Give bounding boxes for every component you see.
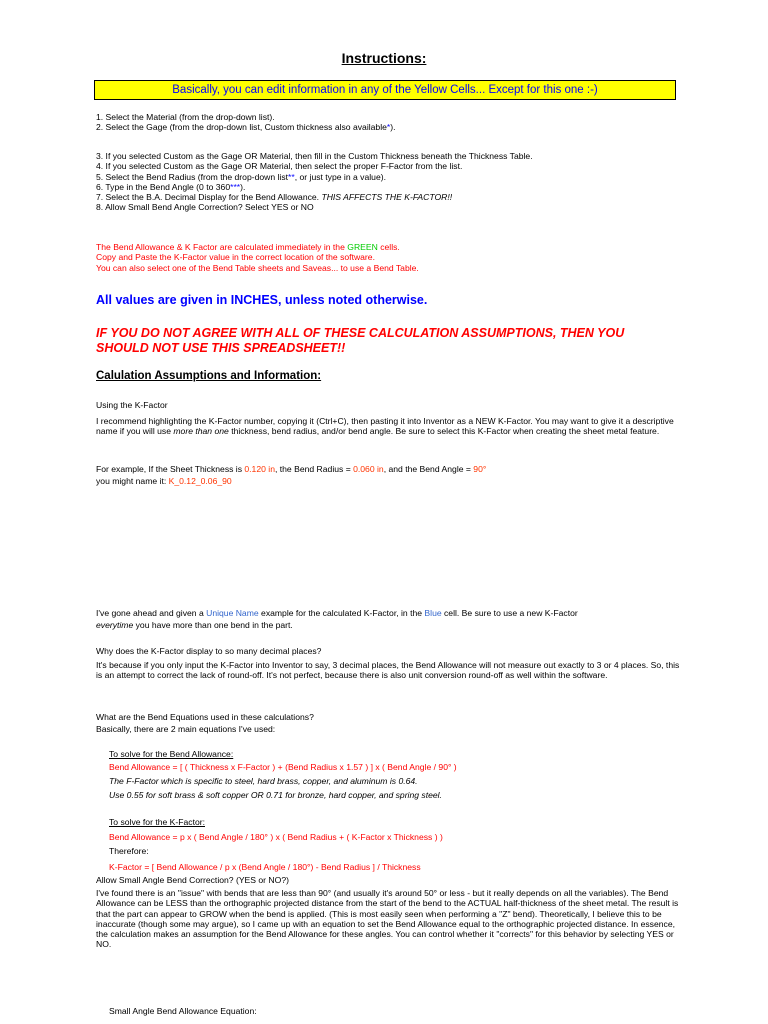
text-run: cells. — [377, 242, 400, 252]
text-run: everytime — [96, 620, 134, 630]
small-angle-equation-title: Small Angle Bend Allowance Equation: — [109, 1006, 257, 1016]
unique-name-line-1 — [96, 608, 578, 618]
text-line — [96, 182, 533, 192]
text-run: 2. Select the Gage (from the drop-down list, Custom thickness also available — [96, 122, 387, 133]
text-run: 5. Select the Bend Radius (from the drop-down list — [96, 171, 289, 182]
text-run: ). — [390, 122, 396, 133]
text-line — [96, 112, 396, 122]
text-run: , or just type in a value). — [294, 171, 386, 182]
equations-question: What are the Bend Equations used in these calculations? — [96, 712, 314, 722]
equations-answer: Basically, there are 2 main equations I've used: — [96, 724, 276, 734]
why-question: Why does the K-Factor display to so many decimal places? — [96, 646, 322, 656]
text-run: 0.060 in — [353, 464, 384, 474]
text-run: , the Bend Radius = — [274, 464, 354, 474]
text-run: ** — [288, 171, 295, 182]
text-run: *** — [230, 181, 241, 192]
solve-k-title: To solve for the K-Factor: — [109, 817, 205, 827]
small-angle-answer: I've found there is an "issue" with bends that are less than 90° (and usually it's around 50° or less - but it really depends on all the variables). The Bend Allowance can be LESS than the orthographic projected distance from the start of the bend to the ACTUAL half-thickness of the sheet metal. The result is that the part can appear to GROW when the bend is applied. (This is most easily seen when performing a "Z" bend). Theoretically, I believe this to be inaccurate (though some may argue), so I came up with an equation to set the Bend Allowance equal to the orthographic projected distance. In essence, the calculation makes an assumption for the Bend Allowance for these angles. You can control whether it "corrects" for this behavior by selecting YES or NO. — [96, 888, 679, 950]
text-line — [96, 161, 533, 171]
unique-name-line-2 — [96, 620, 293, 630]
text-run: 90° — [473, 464, 487, 474]
why-answer: It's because if you only input the K-Factor into Inventor to say, 3 decimal places, the Bend Allowance will not measure out exactly to 3 or 4 places. So, this is an attempt to correct the lack of round-off. It's not perfect, because there is also unit conversion round-off as well within the software. — [96, 660, 680, 681]
inches-note: All values are given in INCHES, unless noted otherwise. — [96, 293, 428, 307]
steps-group-2 — [96, 151, 533, 213]
text-run: ). — [240, 181, 246, 192]
text-line — [96, 263, 419, 273]
solve-ba-equation: Bend Allowance = [ ( Thickness x F-Factor ) + (Bend Radius x 1.57 ) ] x ( Bend Angle / 90° ) — [109, 762, 457, 772]
page-title: Instructions: — [341, 50, 427, 66]
text-run: 8. Allow Small Bend Angle Correction? Select YES or NO — [96, 202, 314, 213]
text-line — [96, 242, 419, 252]
text-run: you might name it: — [96, 476, 169, 486]
small-angle-question: Allow Small Angle Bend Correction? (YES or NO?) — [96, 875, 289, 885]
text-line — [96, 172, 533, 182]
text-run: cell. Be sure to use a new K-Factor — [441, 608, 578, 618]
text-run: 7. Select the B.A. Decimal Display for the Bend Allowance. — [96, 192, 322, 203]
warning-note: IF YOU DO NOT AGREE WITH ALL OF THESE CALCULATION ASSUMPTIONS, THEN YOU SHOULD NOT USE THIS SPREADSHEET!! — [96, 326, 625, 355]
recommend-paragraph — [96, 416, 684, 437]
text-run: 4. If you selected Custom as the Gage OR Material, then select the proper F-Factor from the list. — [96, 161, 463, 172]
text-run: Blue — [424, 608, 442, 618]
ffactor-note-1: The F-Factor which is specific to steel, hard brass, copper, and aluminum is 0.64. — [109, 776, 418, 786]
text-line — [96, 151, 533, 161]
text-line — [96, 252, 419, 262]
example-line-1 — [96, 464, 486, 474]
using-kfactor-heading: Using the K-Factor — [96, 400, 168, 410]
text-run: example for the calculated K-Factor, in the — [258, 608, 425, 618]
solve-k-equation: Bend Allowance = p x ( Bend Angle / 180° ) x ( Bend Radius + ( K-Factor x Thickness ) ) — [109, 832, 443, 842]
text-run: 0.120 in — [244, 464, 275, 474]
text-run: 3. If you selected Custom as the Gage OR Material, then fill in the Custom Thickness beneath the Thickness Table. — [96, 151, 533, 161]
text-run: * — [386, 122, 391, 133]
solve-ba-title: To solve for the Bend Allowance: — [109, 749, 234, 759]
text-run: 1. Select the Material (from the drop-down list). — [96, 112, 275, 122]
text-run: Copy and Paste the K-Factor value in the correct location of the software. — [96, 252, 375, 263]
kfactor-equation: K-Factor = [ Bend Allowance / p x (Bend Angle / 180°) - Bend Radius ] / Thickness — [109, 862, 421, 872]
text-run: I recommend highlighting the K-Factor number, copying it (Ctrl+C), then pasting it into Inventor as a NEW K-Factor. You may want to give it a descriptive name if you will use — [96, 416, 674, 437]
calc-notes — [96, 242, 419, 273]
ffactor-note-2: Use 0.55 for soft brass & soft copper OR 0.71 for bronze, hard copper, and spring steel. — [109, 790, 442, 800]
text-line — [96, 192, 533, 202]
text-run: THIS AFFECTS THE K-FACTOR!! — [321, 192, 453, 203]
therefore-label: Therefore: — [109, 846, 149, 856]
text-run: more than one — [173, 426, 229, 437]
example-line-2 — [96, 476, 232, 486]
steps-group-1 — [96, 112, 396, 133]
text-run: Unique Name — [206, 608, 259, 618]
text-run: K_0.12_0.06_90 — [168, 476, 232, 486]
text-line — [96, 202, 533, 212]
text-run: , and the Bend Angle = — [383, 464, 474, 474]
text-run: I've gone ahead and given a — [96, 608, 207, 618]
text-run: For example, If the Sheet Thickness is — [96, 464, 245, 474]
yellow-banner-cell[interactable]: Basically, you can edit information in any of the Yellow Cells... Except for this one :-) — [94, 80, 676, 100]
text-run: you have more than one bend in the part. — [133, 620, 293, 630]
text-run: thickness, bend radius, and/or bend angle. Be sure to select this K-Factor when creating the sheet metal feature. — [228, 426, 660, 437]
text-run: 6. Type in the Bend Angle (0 to 360 — [96, 181, 231, 192]
section-title: Calulation Assumptions and Information: — [96, 370, 322, 382]
text-run: You can also select one of the Bend Table sheets and Saveas... to use a Bend Table. — [96, 262, 419, 273]
text-run: The Bend Allowance & K Factor are calculated immediately in the — [96, 242, 348, 252]
text-run: GREEN — [347, 242, 378, 252]
text-line — [96, 122, 396, 132]
